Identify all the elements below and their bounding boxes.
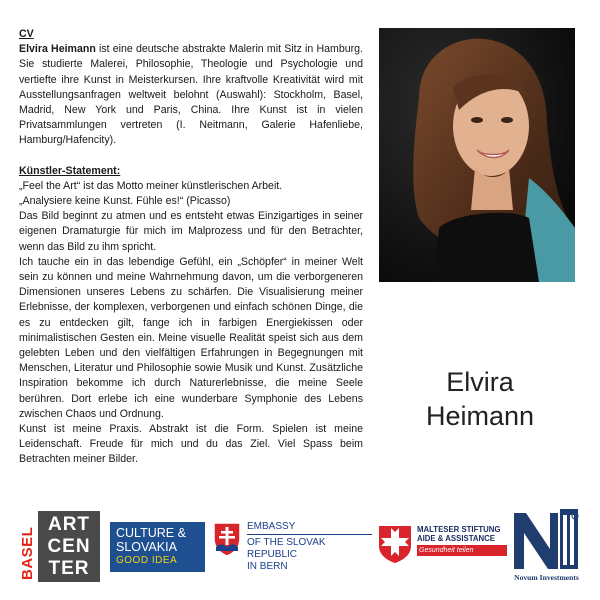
- cv-intro-text: ist eine deutsche abstrakte Malerin mit Sitz in Hamburg. Sie studierte Malerei, Philosophie, Theologie und Psychologie und vertiefte ihre Kunst in Meisterkursen. Ihre kraftvolle Kreativität wird mit Ausstellungsanfragen weltweit belohnt (Auswahl): Stockholm, Basel, Madrid, New York und Paris, China. Ihre Kunst ist in vielen Privatsammlungen vertreten (I. Neitmann, Galerie Hafenliebe, Hamburg/Hafencity).: [19, 43, 364, 147]
- novum-caption: Novum Investments: [514, 573, 579, 582]
- basel-side-text: BASEL: [19, 526, 36, 580]
- slovak-coat-of-arms-icon: [212, 521, 242, 557]
- cv-heading: CV: [19, 28, 34, 40]
- novum-n-icon: [512, 507, 581, 571]
- basel-line-2: CEN: [47, 536, 91, 557]
- artist-portrait: [379, 28, 575, 282]
- malteser-line-1: MALTESER STIFTUNG: [417, 525, 501, 534]
- statement-paragraph-2: Ich tauche ein in das lebendige Gefühl, ein „Schöpfer“ in meiner Welt sein zu können und meine Wahrnehmung davon, um die verborgeneren Dimensionen unseres Lebens zu schärfen. Die Visualisierung meiner Erlebnisse, der komplexen, verborgenen und einfach schönen Dinge, die es zu entdecken gilt, fange ich in farbigen Energiekissen oder minimalistischen Gesten ein. Meine visuelle Realität speist sich aus dem gelebten Leben und den vielfältigen Erfahrungen in Begegnungen mit Menschen, Literatur und Philosophie sowie Musik und Kunst. Zusätzliche Inspiration bekomme ich durch Naturerlebnisse, die meine Seele berühren. Dort erlebe ich eine wunderbare Symphonie des Lebens zwischen Chaos und Ordnung.: [19, 255, 363, 420]
- statement-motto: „Feel the Art“ ist das Motto meiner künstlerischen Arbeit.: [19, 179, 283, 192]
- slovak-embassy-logo: [210, 519, 370, 581]
- artist-last-name: Heimann: [425, 401, 535, 431]
- malteser-stiftung-logo: [377, 518, 501, 578]
- portrait-illustration: [379, 28, 575, 282]
- statement-paragraph-3: Kunst ist meine Praxis. Abstrakt ist die Form. Spielen ist meine Leidenschaft. Freude für mich und du das Ziel. Viel Spass beim Betrachten meiner Bilder.: [19, 423, 363, 466]
- embassy-line-3: IN BERN: [247, 561, 288, 572]
- statement-paragraph-1: Das Bild beginnt zu atmen und es entsteht etwas Einzigartiges in seiner eigenen Dramaturgie für mich im Malprozess und für den Betrachter, wenn das Bild zu ihm spricht.: [19, 210, 363, 253]
- statement-heading: Künstler-Statement:: [19, 164, 121, 177]
- artist-name-bold: Elvira Heimann: [19, 43, 96, 56]
- cv-intro: [19, 42, 363, 148]
- culture-line-3: GOOD IDEA: [116, 555, 178, 566]
- basel-line-1: ART: [47, 514, 91, 535]
- culture-line-2: SLOVAKIA: [116, 540, 177, 554]
- malteser-line-3: Gesundheit teilen: [417, 545, 507, 556]
- statement-quote: „Analysiere keine Kunst. Fühle es!“ (Picasso): [19, 195, 231, 208]
- maltese-cross-shield-icon: [377, 524, 413, 564]
- basel-line-3: TER: [48, 558, 90, 579]
- malteser-line-2: AIDE & ASSISTANCE: [417, 534, 495, 543]
- biography-text: [19, 27, 363, 468]
- basel-art-center-logo: [19, 511, 100, 582]
- culture-slovakia-logo: [110, 522, 205, 572]
- novum-investments-logo: [512, 507, 581, 587]
- culture-line-1: CULTURE &: [116, 526, 186, 540]
- embassy-line-2: OF THE SLOVAK REPUBLIC: [247, 537, 326, 560]
- embassy-line-1: EMBASSY: [247, 521, 296, 532]
- artist-first-name: Elvira: [446, 367, 514, 397]
- artist-name-caption: [380, 365, 580, 433]
